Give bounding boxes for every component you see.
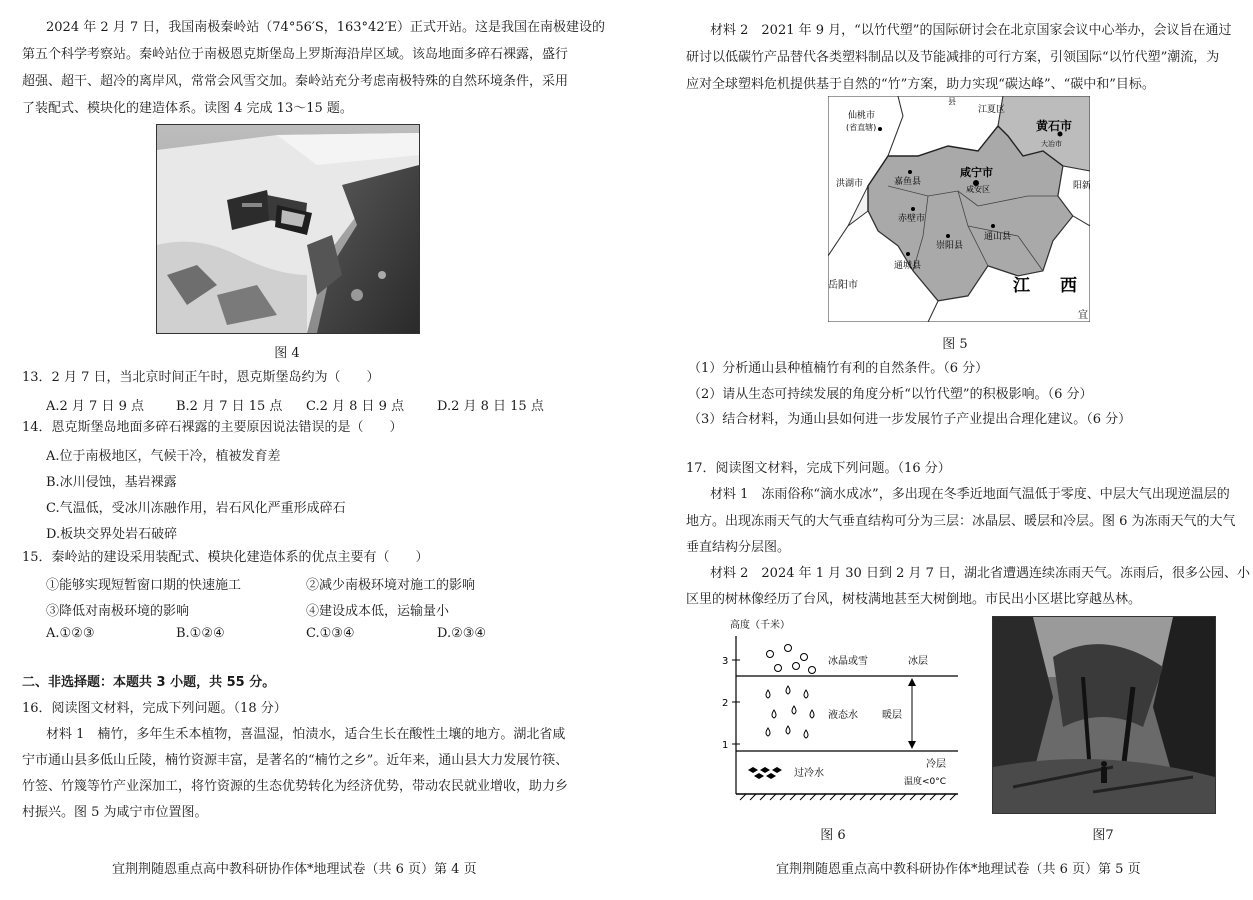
map-label-xiantao: 仙桃市 (848, 111, 876, 121)
fig6-temp-note: 温度<0°C (904, 777, 947, 787)
snow-crystal-icons (767, 645, 816, 674)
map-label-xianan: 咸安区 (966, 185, 990, 194)
fig6-layer-bot-name: 冷层 (926, 759, 946, 770)
fig6-layer-mid-name: 暖层 (882, 710, 902, 721)
question-16-stem: 16．阅读图文材料，完成下列问题。（18 分） (22, 701, 287, 716)
question-16-item-2: （2）请从生态可持续发展的角度分析“以竹代塑”的积极影响。（6 分） (688, 387, 1093, 402)
question-15-item-3: ③降低对南极环境的影响 (46, 604, 190, 619)
left-page (0, 0, 620, 900)
figure-5-caption: 图 5 (942, 337, 968, 352)
map-label-chongyang: 崇阳县 (936, 241, 964, 251)
figure-4-photo (156, 124, 420, 334)
q17-material-2-line: 区里的树林像经历了台风，树枝满地甚至大树倒地。市民出小区堪比穿越丛林。 (686, 592, 1142, 607)
question-17-stem: 17．阅读图文材料，完成下列问题。（16 分） (686, 461, 951, 476)
fig6-tick-1: 1 (722, 740, 729, 751)
question-16-item-1: （1）分析通山县种植楠竹有利的自然条件。（6 分） (688, 361, 989, 376)
page-footer-left: 宜荆荆随恩重点高中教科研协作体*地理试卷（共 6 页）第 4 页 (112, 862, 477, 877)
figure-4-caption: 图 4 (274, 346, 300, 361)
figure-7-caption: 图7 (1092, 828, 1114, 843)
map-label-yi: 宜 (1078, 310, 1088, 321)
map-label-honghu: 洪湖市 (836, 179, 864, 189)
water-drop-icons (766, 686, 814, 738)
fig6-layer-bot: 过冷水 (794, 768, 824, 779)
supercooled-water-icons (748, 767, 782, 779)
question-13-stem: 13．2 月 7 日，当北京时间正午时，恩克斯堡岛约为（ ） (22, 370, 380, 385)
q17-material-2-line: 材料 2 2024 年 1 月 30 日到 2 月 7 日，湖北省遭遇连续冻雨天气。冻雨后，很多公园、小 (710, 566, 1251, 581)
question-15-option-a[interactable]: A.①②③ (46, 626, 95, 641)
right-page (640, 0, 1253, 900)
material-1-line: 材料 1 楠竹，多年生禾本植物，喜温湿，怕渍水，适合生长在酸性土壤的地方。湖北省咸 (46, 727, 566, 742)
question-14-stem: 14．恩克斯堡岛地面多碎石裸露的主要原因说法错误的是（ ） (22, 420, 403, 435)
question-14-option-d[interactable]: D.板块交界处岩石破碎 (46, 527, 178, 542)
map-label-jiangxia: 江夏区 (978, 105, 1006, 115)
figure-7-photo (992, 616, 1216, 814)
material-1-line: 竹签、竹篾等竹产业深加工，将竹资源的生态优势转化为经济优势，带动农民就业增收，助力乡 (22, 779, 569, 794)
fig6-tick-3: 3 (722, 656, 729, 667)
map-label-daye: 大冶市 (1041, 140, 1062, 148)
question-14-option-b[interactable]: B.冰川侵蚀，基岩裸露 (46, 475, 177, 490)
question-15-option-c[interactable]: C.①③④ (306, 626, 355, 641)
map-label-tongshan: 通山县 (984, 232, 1012, 242)
intro-line: 超强、超干、超冷的离岸风，常常会风雪交加。秦岭站充分考虑南极特殊的自然环境条件，采用 (22, 74, 569, 89)
fig6-tick-2: 2 (722, 698, 729, 709)
intro-line: 2024 年 2 月 7 日，我国南极秦岭站（74°56′S，163°42′E）正式开站。这是我国在南极建设的 (46, 20, 606, 35)
figure-5-map (828, 96, 1090, 322)
map-label-xianning: 咸宁市 (960, 166, 993, 179)
freezing-rain-structure-diagram (708, 614, 958, 806)
question-13-option-d[interactable]: D.2 月 8 日 15 点 (437, 399, 544, 414)
intro-line: 第五个科学考察站。秦岭站位于南极恩克斯堡岛上罗斯海沿岸区域。该岛地面多碎石裸露，盛行 (22, 47, 569, 62)
fig6-layer-mid: 液态水 (828, 710, 858, 721)
q17-material-1-line: 地方。出现冻雨天气的大气垂直结构可分为三层：冰晶层、暖层和冷层。图 6 为冻雨天气的大气 (686, 514, 1236, 529)
map-label-tongcheng: 通城县 (894, 261, 922, 271)
figure-6-caption: 图 6 (820, 828, 846, 843)
question-15-item-1: ①能够实现短暂窗口期的快速施工 (46, 578, 242, 593)
material-2-line: 材料 2 2021 年 9 月，“以竹代塑”的国际研讨会在北京国家会议中心举办，会议旨在通过 (710, 23, 1232, 38)
material-2-line: 应对全球塑料危机提供基于自然的“竹”方案，助力实现“碳达峰”、“碳中和”目标。 (686, 77, 1155, 92)
question-15-stem: 15．秦岭站的建设采用装配式、模块化建造体系的优点主要有（ ） (22, 550, 429, 565)
question-15-option-b[interactable]: B.①②④ (176, 626, 225, 641)
map-label-jiangxi-1: 江 (1013, 276, 1030, 296)
question-13-option-c[interactable]: C.2 月 8 日 9 点 (306, 399, 405, 414)
question-13-option-b[interactable]: B.2 月 7 日 15 点 (176, 399, 283, 414)
fallen-trees-image (993, 617, 1215, 813)
question-16-item-3: （3）结合材料，为通山县如何进一步发展竹子产业提出合理化建议。（6 分） (688, 412, 1132, 427)
material-1-line: 村振兴。图 5 为咸宁市位置图。 (22, 805, 208, 820)
intro-line: 了装配式、模块化的建造体系。读图 4 完成 13～15 题。 (22, 101, 353, 116)
map-label-huangshi: 黄石市 (1036, 119, 1073, 133)
question-15-option-d[interactable]: D.②③④ (437, 626, 487, 641)
map-label-yueyang: 岳阳市 (828, 280, 858, 291)
question-15-item-2: ②减少南极环境对施工的影响 (306, 578, 476, 593)
q17-material-1-line: 垂直结构分层图。 (686, 540, 791, 555)
antarctic-station-image (157, 125, 419, 333)
figure-6-diagram (708, 614, 958, 806)
map-label-xiantao-sub: (省直辖) (846, 123, 877, 132)
section-2-heading: 二、非选择题：本题共 3 小题，共 55 分。 (22, 675, 276, 690)
material-2-line: 研讨以低碳竹产品替代各类塑料制品以及节能减排的可行方案，引领国际“以竹代塑”潮流，为 (686, 50, 1220, 65)
question-15-item-4: ④建设成本低，运输量小 (306, 604, 450, 619)
map-label-yangxin: 阳新 (1073, 181, 1090, 191)
map-label-county: 县 (948, 97, 956, 106)
map-label-chibi: 赤壁市 (898, 214, 926, 224)
map-label-jiangxi-2: 西 (1060, 276, 1077, 296)
fig6-layer-top: 冰晶或雪 (828, 656, 868, 667)
question-13-option-a[interactable]: A.2 月 7 日 9 点 (46, 399, 144, 414)
q17-material-1-line: 材料 1 冻雨俗称“滴水成冰”，多出现在冬季近地面气温低于零度、中层大气出现逆温层的 (710, 487, 1230, 502)
question-14-option-c[interactable]: C.气温低，受冰川冻融作用，岩石风化严重形成碎石 (46, 501, 346, 516)
fig6-ylabel: 高度（千米） (730, 620, 790, 631)
material-1-line: 宁市通山县多低山丘陵，楠竹资源丰富，是著名的“楠竹之乡”。近年来，通山县大力发展竹筷、 (22, 753, 569, 768)
question-14-option-a[interactable]: A.位于南极地区，气候干冷，植被发育差 (46, 449, 281, 464)
page-footer-right: 宜荆荆随恩重点高中教科研协作体*地理试卷（共 6 页）第 5 页 (776, 862, 1141, 877)
map-label-jiayu: 嘉鱼县 (894, 177, 922, 187)
fig6-layer-top-name: 冰层 (908, 656, 928, 667)
xianning-location-map (828, 96, 1090, 322)
